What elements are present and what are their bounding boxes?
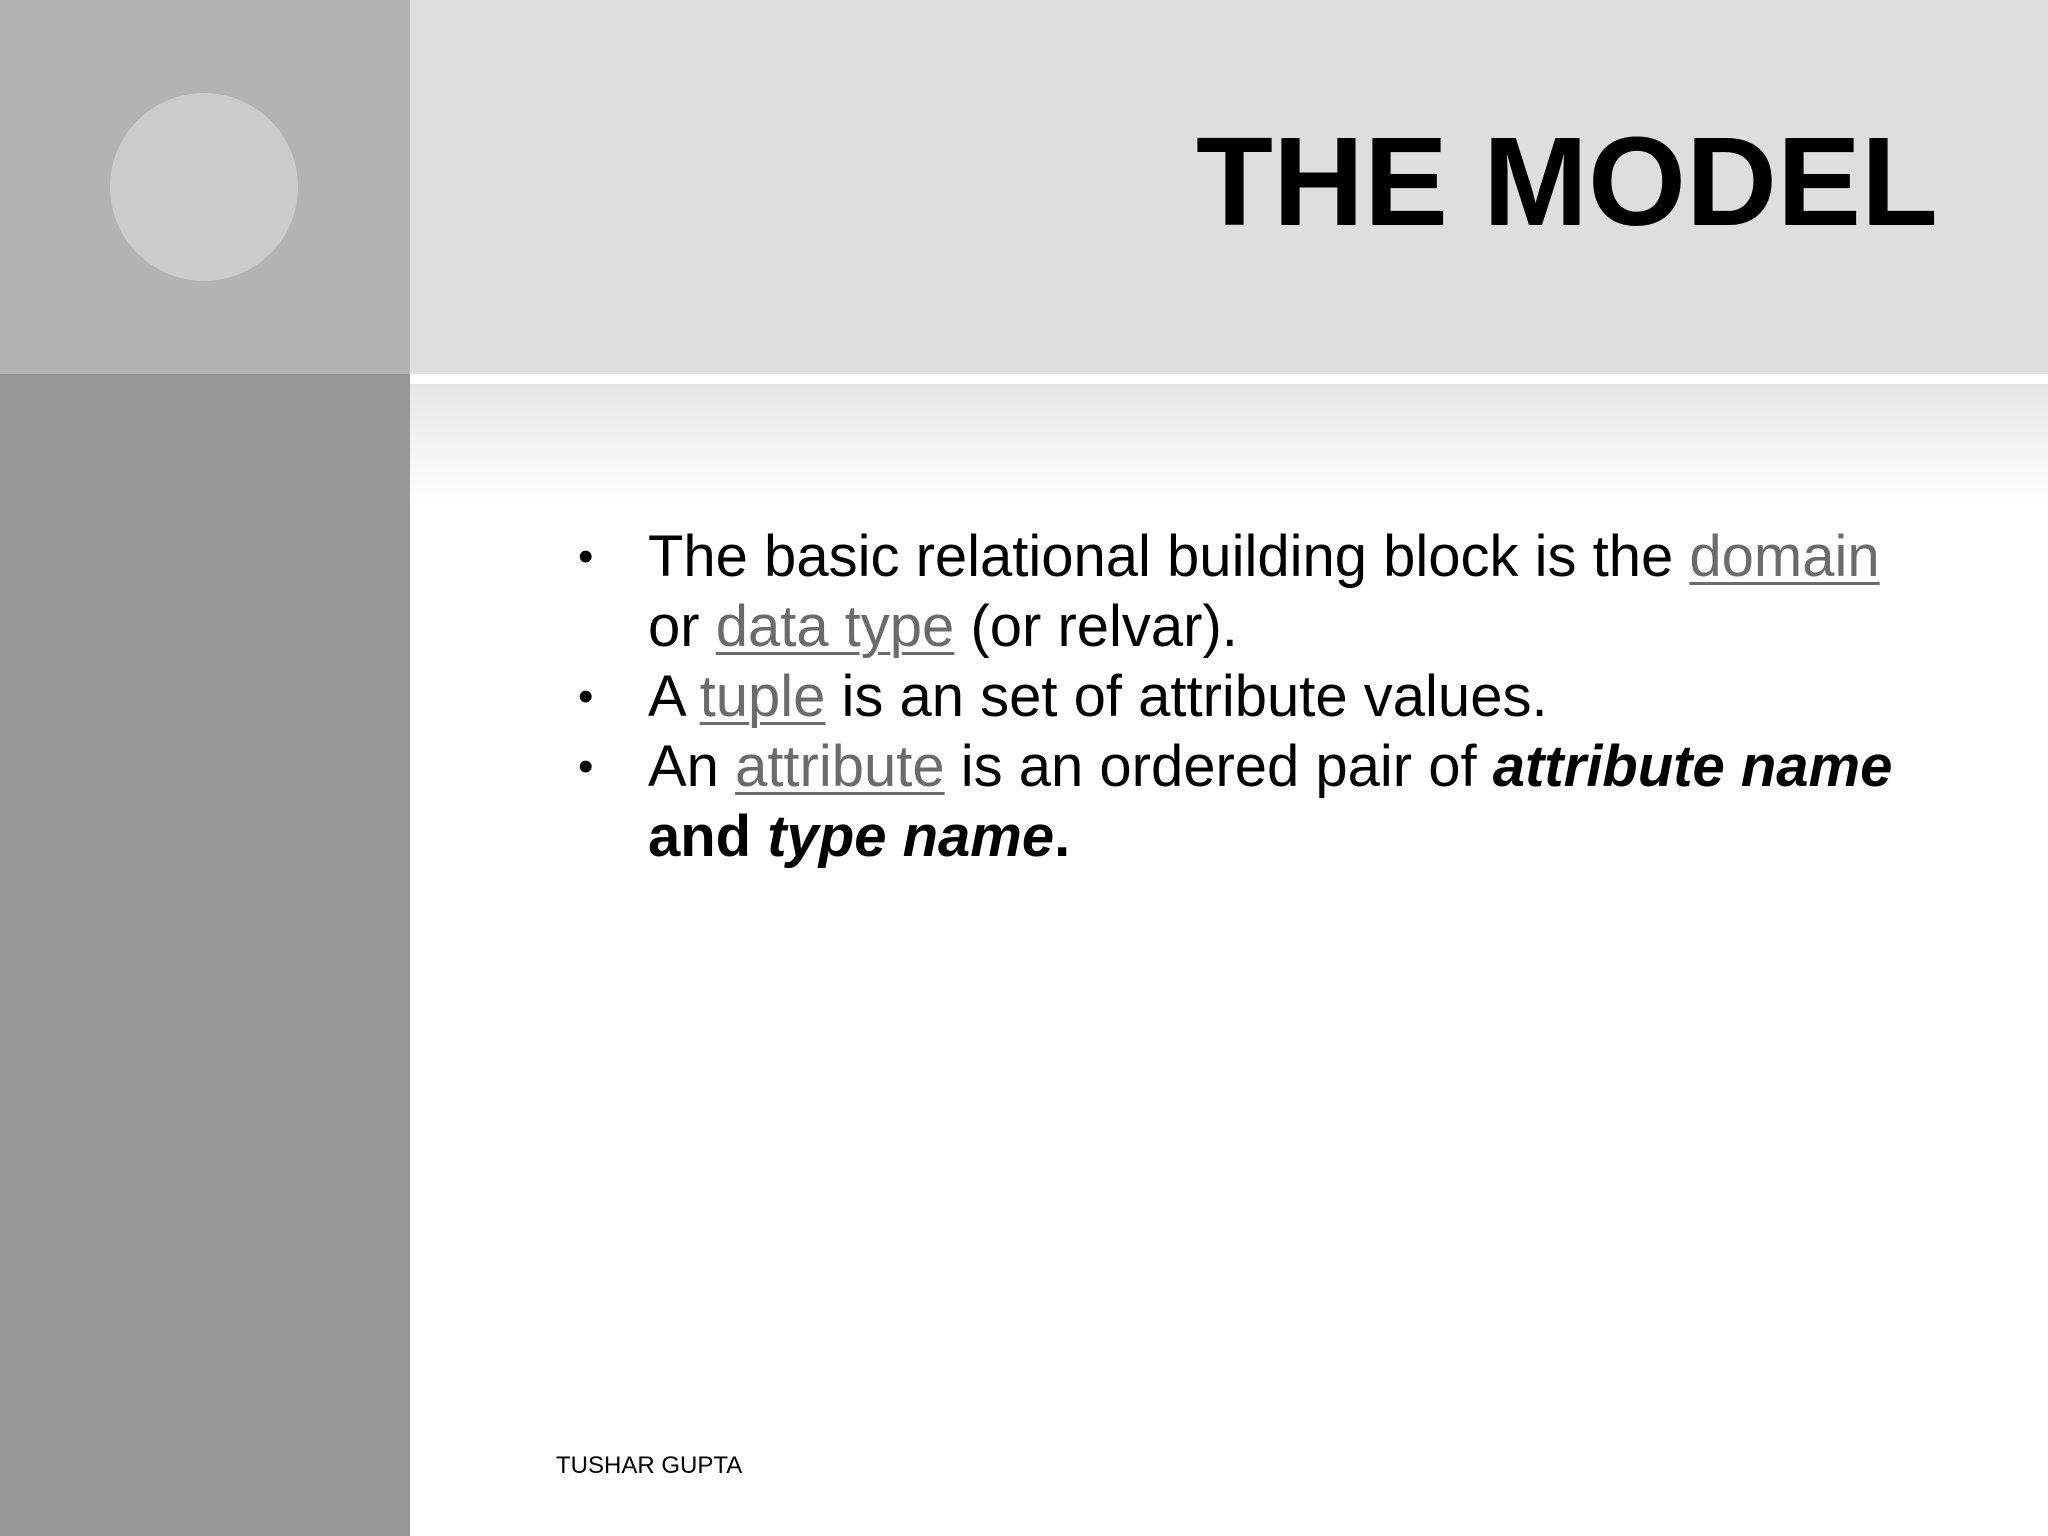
bullet-list	[578, 522, 1898, 872]
bold-text: and	[648, 804, 768, 869]
bullet-text: A	[648, 664, 700, 729]
bullet-text: is an set of attribute values.	[825, 664, 1548, 729]
bullet-text: is an ordered pair of	[944, 734, 1493, 799]
bullet-icon: •	[578, 532, 594, 581]
bullet-item	[578, 732, 1898, 872]
bullet-item	[578, 662, 1898, 732]
slide-title: THE MODEL	[1196, 111, 1938, 252]
gradient-band	[410, 384, 2048, 504]
bullet-icon: •	[578, 672, 594, 721]
divider-line	[410, 374, 2048, 384]
bold-period: .	[1054, 804, 1071, 869]
bullet-text: (or relvar).	[954, 594, 1238, 659]
emphasis-attribute-name: attribute name	[1492, 734, 1893, 799]
tuple-link[interactable]: tuple	[699, 664, 826, 729]
decorative-circle	[110, 93, 298, 281]
bullet-text: The basic relational building block is the	[648, 524, 1690, 589]
footer-author: TUSHAR GUPTA	[556, 1452, 743, 1479]
data-type-link[interactable]: data type	[715, 594, 955, 659]
emphasis-type-name: type name	[767, 804, 1055, 869]
bullet-text: An	[648, 734, 736, 799]
bullet-text: or	[648, 594, 716, 659]
left-panel-bottom	[0, 374, 410, 1536]
bullet-item	[578, 522, 1898, 662]
attribute-link[interactable]: attribute	[735, 734, 945, 799]
domain-link[interactable]: domain	[1689, 524, 1880, 589]
bullet-icon: •	[578, 742, 594, 791]
